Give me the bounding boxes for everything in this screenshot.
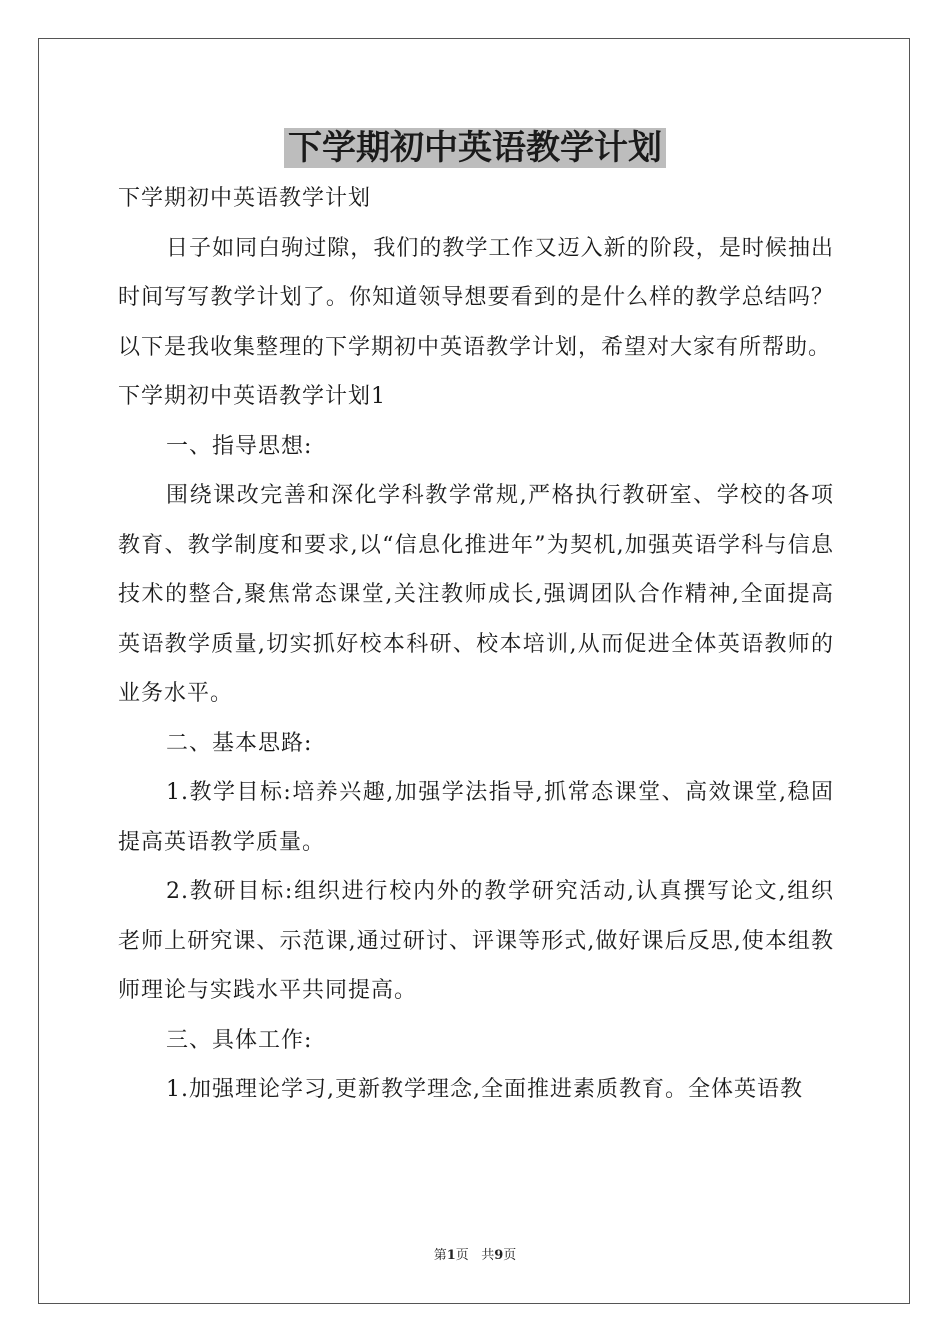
- footer-page-prefix: 第: [433, 1248, 447, 1263]
- document-title-text: 下学期初中英语教学计划: [284, 128, 666, 168]
- page-footer: [0, 1247, 950, 1265]
- document-title: [0, 124, 950, 172]
- heading-guiding-thought: 一、指导思想:: [166, 433, 313, 459]
- paragraph-subtitle: 下学期初中英语教学计划: [118, 186, 372, 211]
- footer-total-prefix: 共: [481, 1248, 495, 1263]
- footer-page-number: 1: [446, 1248, 456, 1263]
- document-body: [118, 174, 834, 1115]
- footer-total-number: 9: [494, 1248, 504, 1263]
- footer-total-suffix: 页: [503, 1248, 517, 1263]
- paragraph-teaching-goal: 1.教学目标:培养兴趣,加强学法指导,抓常态课堂、高效课堂,稳固提高英语教学质量。: [118, 780, 834, 855]
- heading-basic-ideas: 二、基本思路:: [166, 730, 313, 756]
- footer-page-suffix: 页: [455, 1248, 469, 1263]
- paragraph-research-goal: 2.教研目标:组织进行校内外的教学研究活动,认真撰写论文,组织老师上研究课、示范课,通过研讨、评课等形式,做好课后反思,使本组教师理论与实践水平共同提高。: [118, 879, 834, 1003]
- section-heading-plan-1: 下学期初中英语教学计划1: [118, 384, 386, 409]
- heading-specific-work: 三、具体工作:: [166, 1027, 313, 1053]
- paragraph-guiding-thought: 围绕课改完善和深化学科教学常规,严格执行教研室、学校的各项教育、教学制度和要求,以“信息化推进年”为契机,加强英语学科与信息技术的整合,聚焦常态课堂,关注教师成长,强调团队合作精神,全面提高英语教学质量,切实抓好校本科研、校本培训,从而促进全体英语教师的业务水平。: [118, 483, 834, 706]
- paragraph-specific-work-1: 1.加强理论学习,更新教学理念,全面推进素质教育。全体英语教: [166, 1077, 803, 1102]
- paragraph-intro: 日子如同白驹过隙，我们的教学工作又迈入新的阶段，是时候抽出时间写写教学计划了。你知道领导想要看到的是什么样的教学总结吗？以下是我收集整理的下学期初中英语教学计划，希望对大家有所帮助。: [118, 235, 834, 360]
